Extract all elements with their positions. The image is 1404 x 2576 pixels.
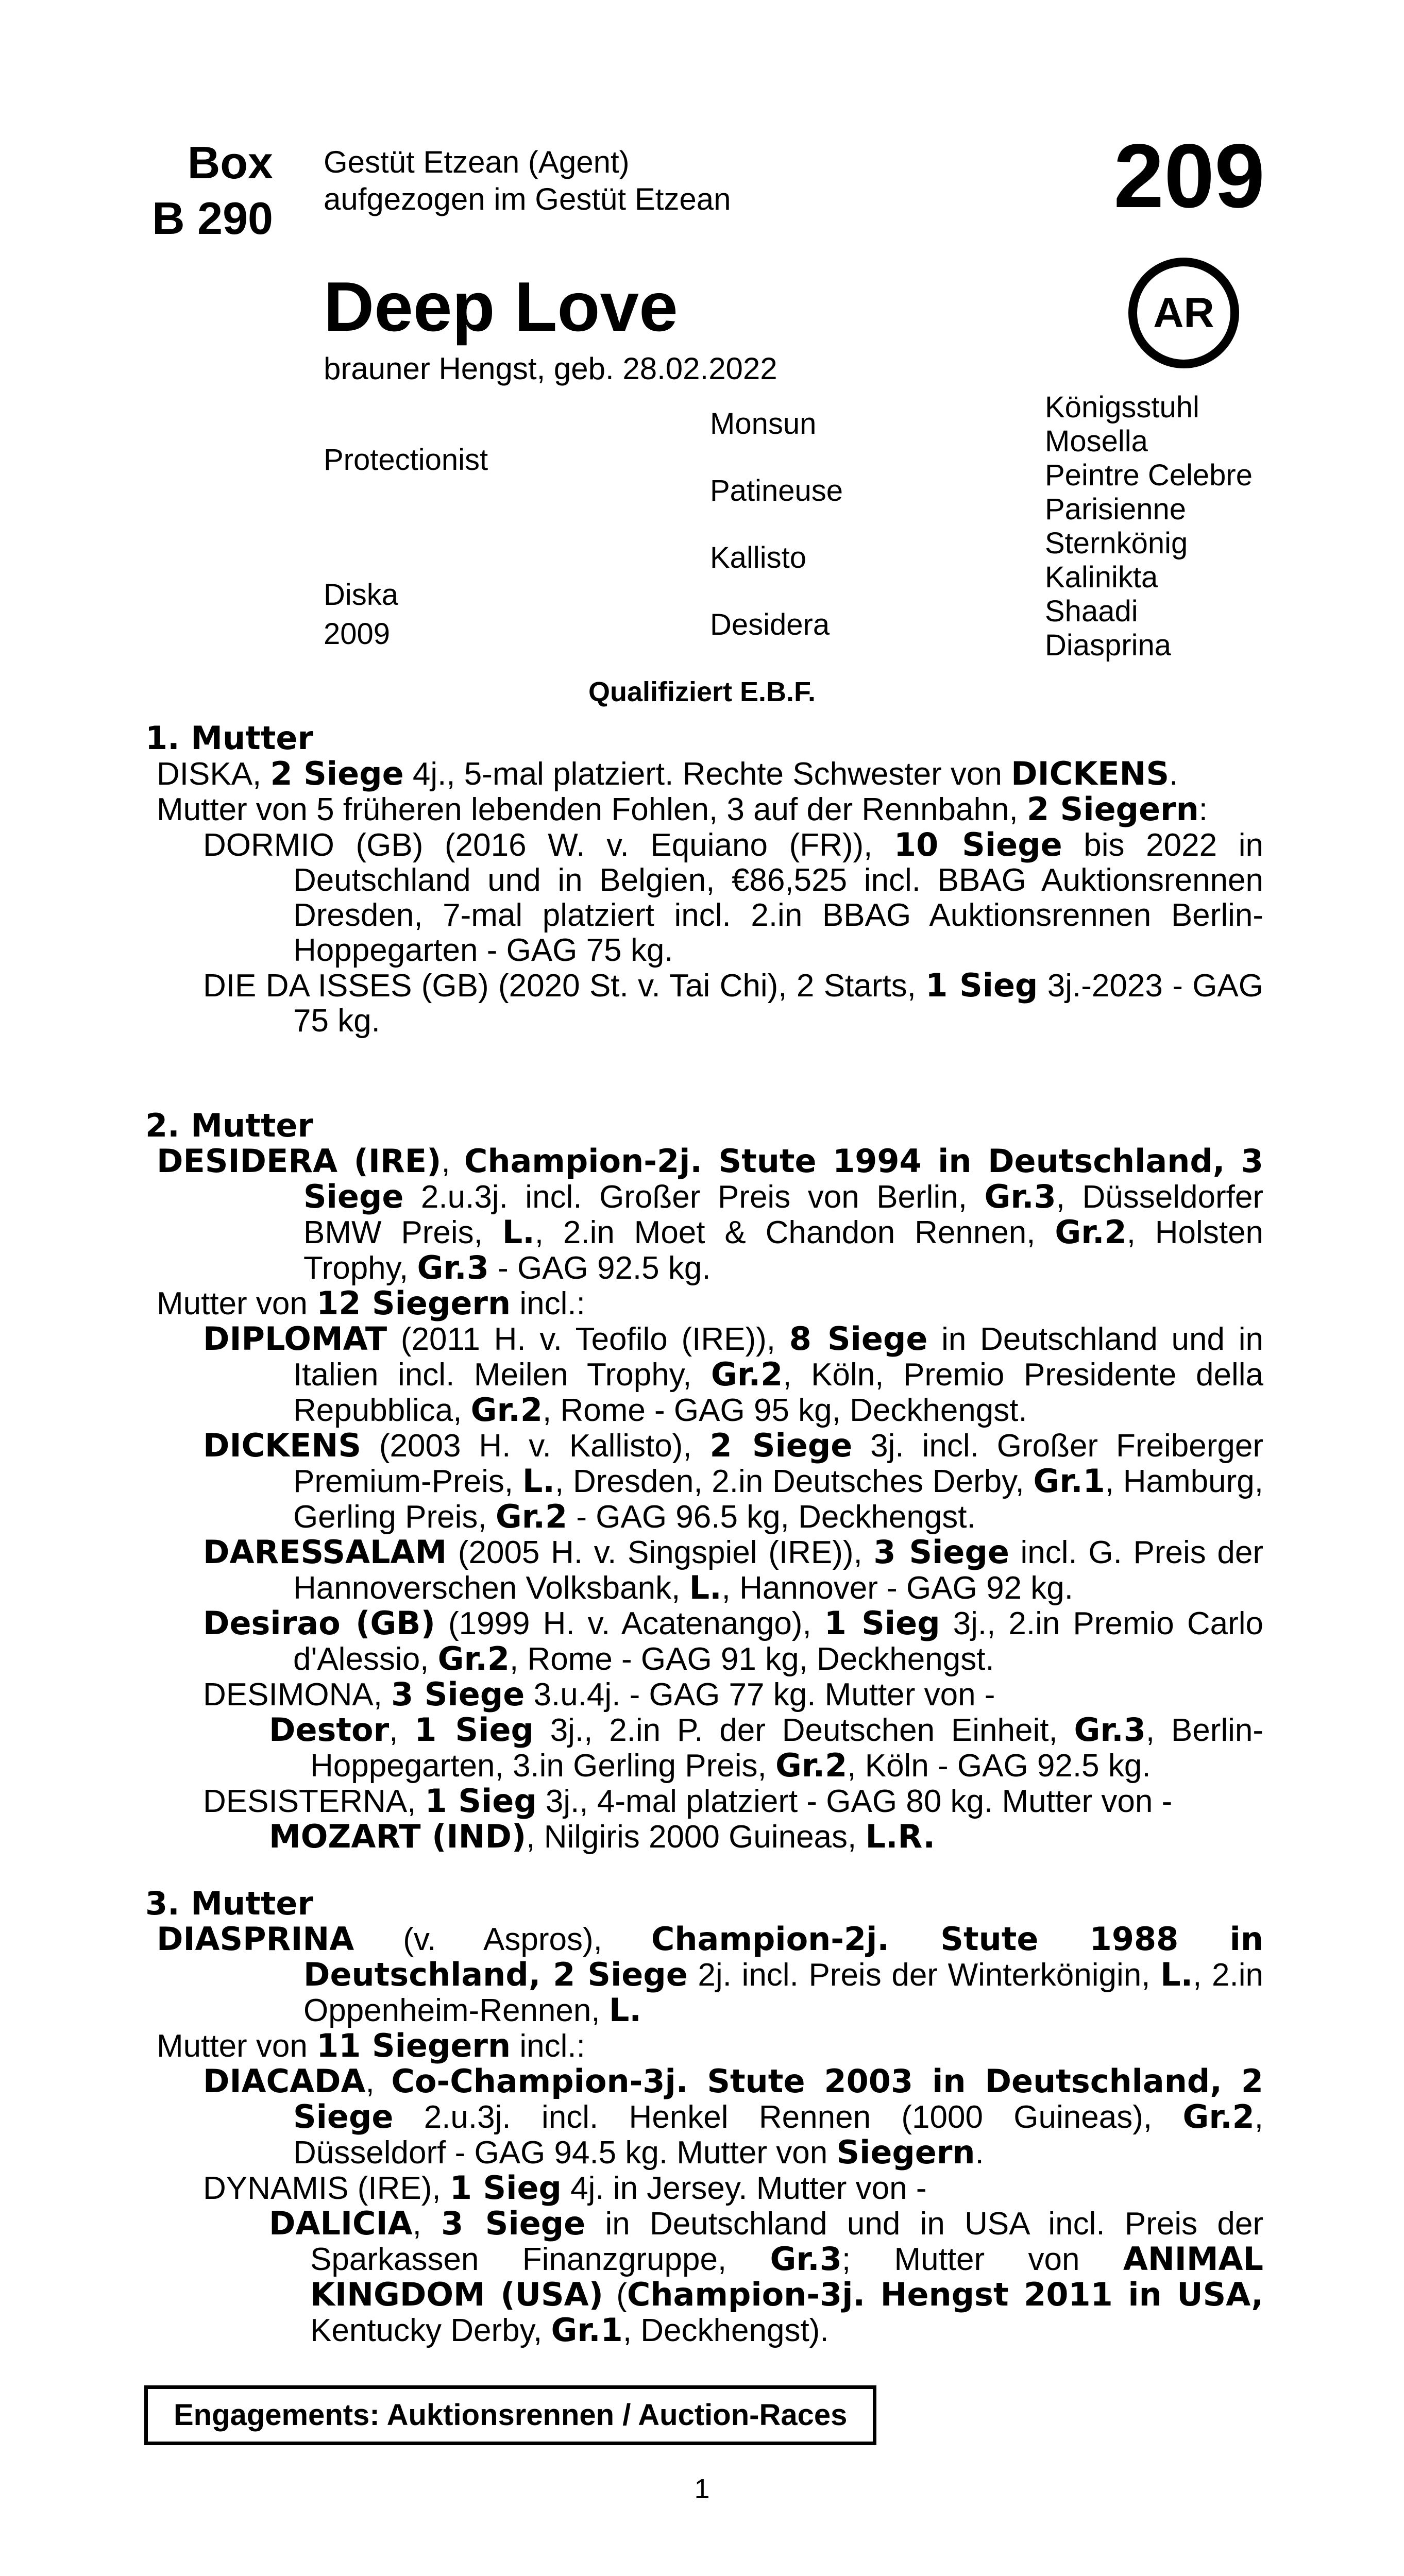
lot-number: 209 xyxy=(1113,126,1265,227)
section-title: 3. Mutter xyxy=(145,1885,314,1922)
grand-offspring-entry: DALICIA, 3 Siege in Deutschland und in USA incl. Preis der Sparkassen Finanzgruppe, Gr.3; Mutter von ANIMAL KINGDOM (USA) (Champion-3j. Hengst 2011 in USA, Kentucky Derby, Gr.1, Deckhengst). xyxy=(269,2205,1264,2349)
pedigree-sire: Protectionist xyxy=(324,443,488,477)
pedigree-grandparent: Patineuse xyxy=(710,474,843,507)
dam-entry: DISKA, 2 Siege 4j., 5-mal platziert. Rechte Schwester von DICKENS. xyxy=(157,755,1178,792)
raised-at: aufgezogen im Gestüt Etzean xyxy=(324,182,731,216)
dam-entry: DESIDERA (IRE), Champion-2j. Stute 1994 in Deutschland, 3 Siege 2.u.3j. incl. Großer Preis von Berlin, Gr.3, Düsseldorfer BMW Preis, L., 2.in Moet & Chandon Rennen, Gr.2, Holsten Trophy, Gr.3 - GAG 92.5 kg. xyxy=(157,1142,1264,1286)
pedigree-great-grandparent: Mosella xyxy=(1045,425,1148,458)
offspring-entry: DIACADA, Co-Champion-3j. Stute 2003 in Deutschland, 2 Siege 2.u.3j. incl. Henkel Rennen (1000 Guineas), Gr.2, Düsseldorf - GAG 94.5 kg. Mutter von Siegern. xyxy=(203,2062,1263,2171)
section-title: 1. Mutter xyxy=(145,719,314,757)
offspring-entry: DYNAMIS (IRE), 1 Sieg 4j. in Jersey. Mutter von - xyxy=(203,2169,927,2207)
pedigree-grandparent: Kallisto xyxy=(710,541,806,574)
offspring-entry: DARESSALAM (2005 H. v. Singspiel (IRE)), 3 Siege incl. G. Preis der Hannoverschen Volksbank, L., Hannover - GAG 92 kg. xyxy=(203,1533,1263,1606)
pedigree-great-grandparent: Sternkönig xyxy=(1045,527,1188,560)
grand-offspring-entry: MOZART (IND), Nilgiris 2000 Guineas, L.R. xyxy=(269,1818,936,1855)
first-dam-section xyxy=(145,720,1263,1039)
horse-subtitle: brauner Hengst, geb. 28.02.2022 xyxy=(324,351,777,386)
engagements-box: Engagements: Auktionsrennen / Auction-Races xyxy=(144,2385,876,2445)
qualification: Qualifiziert E.B.F. xyxy=(588,676,816,707)
grand-offspring-entry: Destor, 1 Sieg 3j., 2.in P. der Deutschen Einheit, Gr.3, Berlin-Hoppegarten, 3.in Gerling Preis, Gr.2, Köln - GAG 92.5 kg. xyxy=(269,1711,1264,1784)
offspring-summary: Mutter von 5 früheren lebenden Fohlen, 3 auf der Rennbahn, 2 Siegern: xyxy=(157,790,1208,828)
pedigree-grandparent: Desidera xyxy=(710,608,830,641)
third-dam-section xyxy=(145,1886,1263,2348)
ar-badge: AR xyxy=(1128,258,1239,368)
page-number: 1 xyxy=(694,2473,710,2504)
offspring-entry: DIPLOMAT (2011 H. v. Teofilo (IRE)), 8 Siege in Deutschland und in Italien incl. Meilen Trophy, Gr.2, Köln, Premio Presidente della Repubblica, Gr.2, Rome - GAG 95 kg, Deckhengst. xyxy=(203,1320,1263,1429)
pedigree-great-grandparent: Königsstuhl xyxy=(1045,391,1199,424)
offspring-entry: DICKENS (2003 H. v. Kallisto), 2 Siege 3j. incl. Großer Freiberger Premium-Preis, L., Dresden, 2.in Deutsches Derby, Gr.1, Hamburg, Gerling Preis, Gr.2 - GAG 96.5 kg, Deckhengst. xyxy=(203,1427,1263,1535)
pedigree-great-grandparent: Parisienne xyxy=(1045,493,1187,526)
offspring-entry: Desirao (GB) (1999 H. v. Acatenango), 1 Sieg 3j., 2.in Premio Carlo d'Alessio, Gr.2, Rome - GAG 91 kg, Deckhengst. xyxy=(203,1604,1263,1677)
offspring-entry: DESISTERNA, 1 Sieg 3j., 4-mal platziert - GAG 80 kg. Mutter von - xyxy=(203,1782,1173,1820)
pedigree-dam: Diska xyxy=(324,578,399,612)
pedigree-great-grandparent: Shaadi xyxy=(1045,595,1138,628)
dam-entry: DIASPRINA (v. Aspros), Champion-2j. Stute 1988 in Deutschland, 2 Siege 2j. incl. Preis der Winterkönigin, L., 2.in Oppenheim-Rennen, L. xyxy=(157,1920,1263,2029)
offspring-summary: Mutter von 12 Siegern incl.: xyxy=(157,1284,585,1322)
pedigree-dam-year: 2009 xyxy=(324,617,391,651)
box-number: B 290 xyxy=(152,193,273,244)
second-dam-section xyxy=(145,1108,1263,1855)
pedigree-great-grandparent: Kalinikta xyxy=(1045,561,1158,594)
offspring-summary: Mutter von 11 Siegern incl.: xyxy=(157,2027,585,2064)
pedigree-grandparent: Monsun xyxy=(710,407,817,440)
offspring-entry: DESIMONA, 3 Siege 3.u.4j. - GAG 77 kg. Mutter von - xyxy=(203,1675,995,1713)
section-title: 2. Mutter xyxy=(145,1107,314,1144)
horse-name: Deep Love xyxy=(324,267,678,346)
offspring-entry: DIE DA ISSES (GB) (2020 St. v. Tai Chi), 2 Starts, 1 Sieg 3j.-2023 - GAG 75 kg. xyxy=(203,967,1264,1039)
agent-name: Gestüt Etzean (Agent) xyxy=(324,145,630,179)
pedigree-great-grandparent: Peintre Celebre xyxy=(1045,459,1253,492)
box-label: Box xyxy=(187,137,273,188)
pedigree-great-grandparent: Diasprina xyxy=(1045,629,1171,662)
offspring-entry: DORMIO (GB) (2016 W. v. Equiano (FR)), 10 Siege bis 2022 in Deutschland und in Belgien, €86,525 incl. BBAG Auktionsrennen Dresden, 7-mal platziert incl. 2.in BBAG Auktionsrennen Berlin-Hoppegarten - GAG 75 kg. xyxy=(203,826,1263,968)
